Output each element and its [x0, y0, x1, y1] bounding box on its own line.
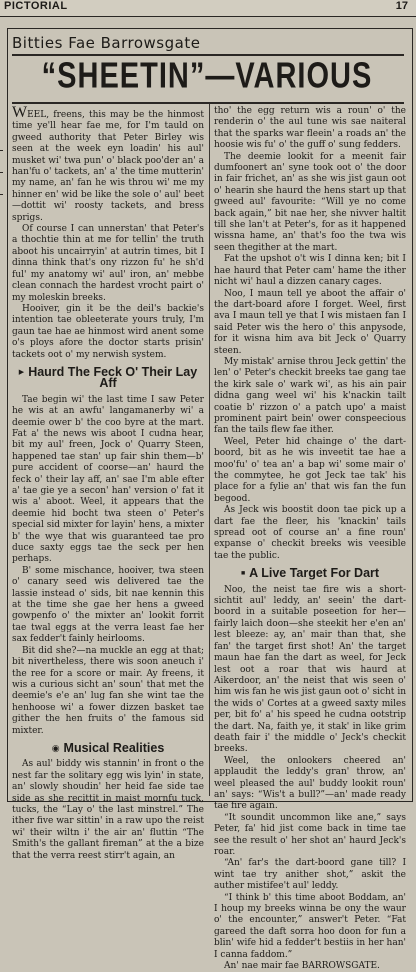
article-column-right	[214, 106, 406, 972]
drop-cap: W	[12, 104, 28, 121]
paragraph: Tae begin wi' the last time I saw Peter he wis at an awfu' langamanerby wi' a deemie ower b' the coo byre at the mart. Fat a' the news wis aboot I cudna hear, bit my aul' freen, Jock o' Quarry Steen, happened tae stan' up fair shin them—b' pure accident of coorse—an' haurd the feck o' their lay aff, an' sae I'm able efter a' tae gie ye a secon' han' version o' fat it wis a' aboot. Weel, it appears that the deemie hid bocht twa steen o' Peter's special sid mixter for layin' hens, a mixter b' the wye that wis guaranteed tae pro duce saxty eggs tae the seck per hen perhaps.	[12, 394, 204, 565]
article-kicker: Bitties Fae Barrowsgate	[12, 34, 201, 52]
subheading: ◉ Musical Realities	[12, 743, 204, 754]
column-divider	[209, 104, 210, 796]
margin-mark	[0, 194, 3, 195]
margin-mark	[0, 150, 3, 151]
paragraph: Fat the upshot o't wis I dinna ken; bit I hae haurd that Peter cam' hame the ither nicht wi' haul a dizzen canary cages.	[214, 254, 406, 288]
paragraph: My mistak' arnise throu Jeck gettin' the len' o' Peter's checkit breeks tae gang tae the kirk sale o' wark wi', as his ain pair didna gang weel wi' his k'nackin tailt coatie b' rizzon o' a patch upo' a maist prominent pairt bein' ower conspeecious fan the tails flew fae ither.	[214, 356, 406, 436]
article-headline: “SHEETIN”—VARIOUS	[41, 56, 373, 96]
paragraph: Hooiver, gin it be the deil's backie's intention tae obleeterate yours truly, I'm gaun tae hae ae hinmost wird anent some o's ploys afore the doctor starts prisin' tackets oot o' my nerwish system.	[12, 303, 204, 360]
paragraph: As aul' biddy wis stannin' in front o the nest far the solitary egg wis lyin' in state, an' slowly shoudin' her heid fae side tae side as she recittit in maist mornfu tuck, tucks, the “Lay o' the last minstrel.” The ither five war sittin' in a raw upo the reist wi' their wiltn i' the air an' fluttin “The Smith's the gallant fireman” at the a bize that the verra reest stirr't again, an	[12, 759, 204, 861]
margin-mark	[0, 172, 3, 173]
paragraph: Noo, the neist tae fire wis a short-sichtit aul' leddy, an' seein' the dart-boord in a suitable poseetion for her—fairly laich doon—she steekit her e'en an' lest bleeze: ay, an' mair than that, she fan' the target first shot! An' the target maun hae fan the dart as weel, for Jeck lest oot a roar that wis haurd at Aikerdoor, an' the neist that wis seen o' him wis fan he wis jist gaun oot o' sicht in the wids o' Cortes at a gweed saxty miles per, bit fo' a' his speed he cudna ootstrip the dart. Na, faith ye, it stak' in like grim death fair i' the middle o' Jeck's checkit breeks.	[214, 584, 406, 755]
paragraph: Of course I can unnerstan' that Peter's a thochtie thin at me for tellin' the truth aboot his uncairryin' at autrin times, bit I dinna think that's ony rizzon fu' he sh'd ful' my anatomy wi' aul' iron, an' mebbe clean connach the hardest vrocht pairt o' my moleskin breeks.	[12, 224, 204, 303]
paragraph: As Jeck wis boostit doon tae pick up a dart fae the fleer, his 'knackin' tails spread oot of course an' a fine roun' expanse o' checkit breeks wis veesible tae the public.	[214, 505, 406, 561]
paragraph: Weel, the onlookers cheered an' applaudit the leddy's gran' throw, an' weel pleased the aul' buddy lookit roun' an' says: “Wis't a bull?”—an' made ready tae fire again.	[214, 755, 406, 812]
paragraph: Noo, I maun tell ye aboot the affair o' the dart-board afore I forget. Weel, first ava I maun tell ye that I wis mistaen fan I said Peter wis the hero o' this anpysode, for it wisna him ava bit Jeck o' Quarry steen.	[214, 288, 406, 356]
page-number: 17	[395, 0, 408, 12]
paragraph: “I think b' this time aboot Boddam, an' I houp my breeks winna be ony the waur o' the encounter,” answer't Peter. “Fat gareed the daft sorra hoo doon for fun a blin' wife hid a fedder't bestiis in her han' I canna faddom.”	[214, 892, 406, 960]
paragraph: Weel, Peter hid chainge o' the dart-boord, bit as he wis inveetit tae hae a moo'fu' o' tea an' a bap wi' some mair o' the commytee, he got Jeck tae tak' his place for a fylie an' that wis fan the fun begood.	[214, 436, 406, 504]
paragraph: An' nae mair fae BARROWSGATE.	[224, 961, 380, 972]
paragraph: “It soundit uncommon like ane,” says Peter, fa' hid jist come back in time tae see the result o' her shot an' haurd Jeck's roar.	[214, 812, 406, 857]
paragraph: “An' far's the dart-boord gane till? I wint tae try anither shot,” askit the auther mistifee't aul' leddy.	[214, 858, 406, 892]
paragraph: The deemie lookit for a meenit fair dumfoonert an' syne took oot o' the door in fair frichet, an' as she wis jist gaun oot o' hearin she haurd the hens start up that gweed aul' favourite: “Will ye no come back again,” bit nae her, she nivver haltit till she lan't at Peter's, for as it happened wissna hame, an' that's foo the twa wis seen thegither at the mart.	[214, 151, 406, 253]
subheading: ■ A Live Target For Dart	[214, 568, 406, 579]
section-title: PICTORIAL	[4, 0, 68, 12]
intro-paragraph	[12, 106, 204, 224]
paragraph: B' some mischance, hooiver, twa steen o' canary seed wis delivered tae the lassie instead o' sids, bit nae kennin this at the time she gae her hens a gweed gowpenfo o' the mixter an' lookit forrit tae twal eggs at the verra least fae her sax fedder't fainly heirlooms.	[12, 565, 204, 645]
subheading: ▶ Haurd The Feck O' Their Lay Aff	[12, 367, 204, 390]
paragraph: tho' the egg return wis a roun' o' the renderin o' the aul tune wis sae naiteral that the sparks war fleein' a roads an' the hoosie wis fu' o' the guff o' sung fedders.	[214, 106, 406, 151]
article-column-left	[12, 104, 204, 861]
intro-text: EEL, freens, this may be the hinmost time ye'll hear fae me, for I'm tauld on gweed authority that Peter Birley wis seen at the week eyn loadin' his aul' musket wi' twa pun' o' black poo'der an' a han'fu o' tackets, an' a' the time mutterin' my name, an' fan he wis throu wi' me my hinner en' wid be like the sole o' aul' beet—dottit wi' roosty tackets, and bress sprigs.	[12, 110, 204, 223]
divider	[12, 102, 404, 104]
paragraph: Bit did she?—na muckle an egg at that; bit nivertheless, there wis soon aneuch i' the ree for a score or mair. Ay freens, it wis a curious sicht an' soun' that met the deemie's e'e an' lug fan she wint tae the henhoose wi' a fower dizzen basket tae gither the hen fruits o' the famous sid mixter.	[12, 645, 204, 736]
